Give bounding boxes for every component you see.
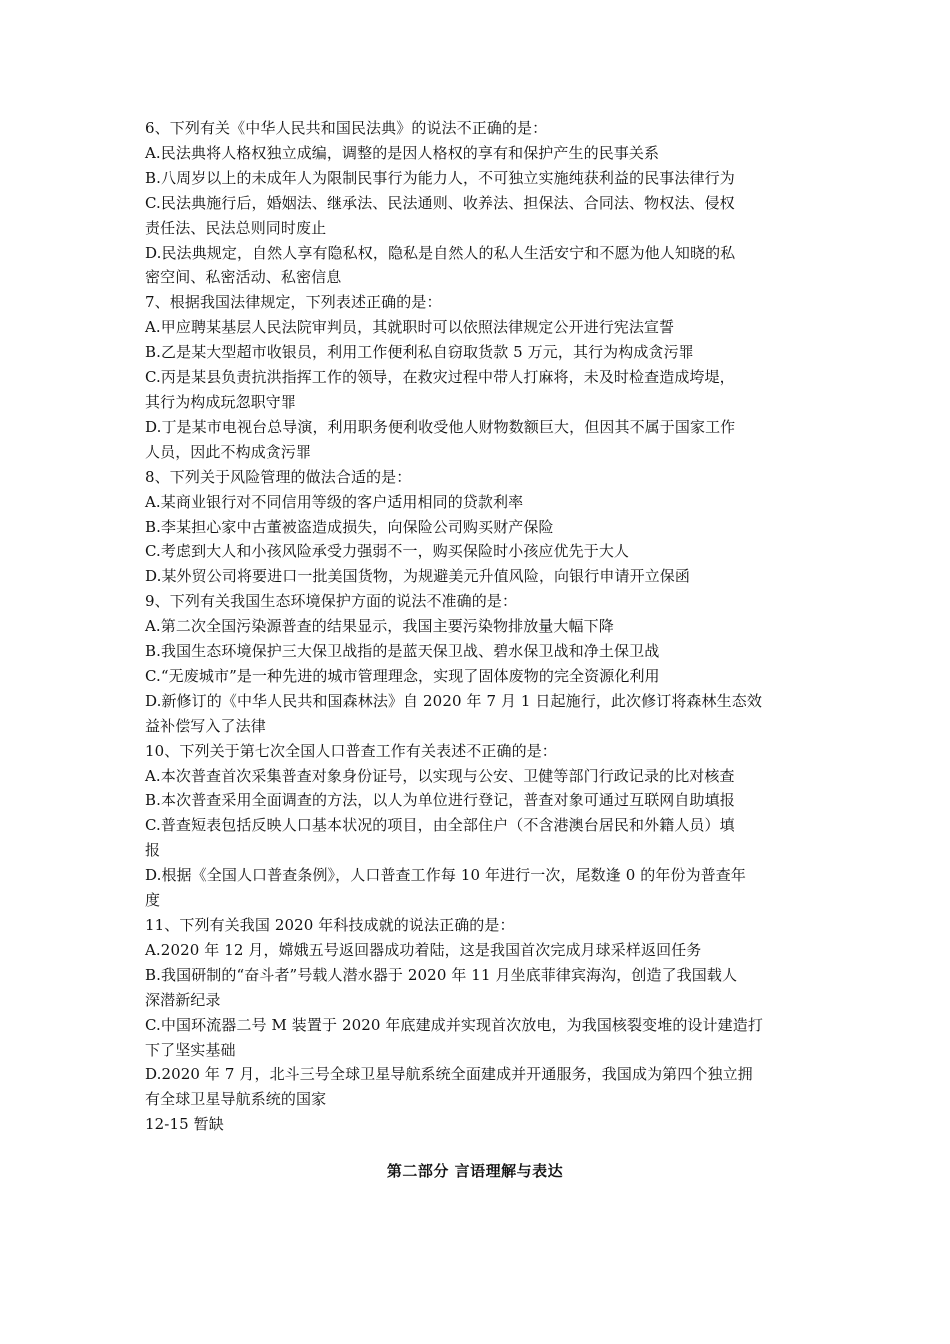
option-a: A.某商业银行对不同信用等级的客户适用相同的贷款利率 xyxy=(145,492,524,511)
question-stem: 9、下列有关我国生态环境保护方面的说法不准确的是： xyxy=(145,592,518,611)
question-stem: 11、下列有关我国 2020 年科技成就的说法正确的是： xyxy=(145,916,515,934)
question-stem: 10、下列关于第七次全国人口普查工作有关表述不正确的是： xyxy=(145,741,557,760)
option-c-cont: 其行为构成玩忽职守罪 xyxy=(145,392,297,411)
question-stem: 6、下列有关《中华人民共和国民法典》的说法不正确的是： xyxy=(145,119,548,137)
option-d: D.新修订的《中华人民共和国森林法》自 2020 年 7 月 1 日起施行，此次修订将森林生态效 xyxy=(145,691,762,710)
option-d-cont: 密空间、私密活动、私密信息 xyxy=(145,268,342,287)
option-b: B.八周岁以上的未成年人为限制民事行为能力人，不可独立实施纯获利益的民事法律行为 xyxy=(145,168,735,187)
option-b: B.李某担心家中古董被盗造成损失，向保险公司购买财产保险 xyxy=(145,517,554,536)
option-a: A.甲应聘某基层人民法院审判员，其就职时可以依照法律规定公开进行宪法宣誓 xyxy=(145,318,675,337)
option-c: C.普查短表包括反映人口基本状况的项目，由全部住户（不含港澳台居民和外籍人员）填 xyxy=(145,816,735,835)
option-d: D.2020 年 7 月，北斗三号全球卫星导航系统全面建成并开通服务，我国成为第四个独立拥 xyxy=(145,1065,753,1084)
option-d: D.某外贸公司将要进口一批美国货物，为规避美元升值风险，向银行申请开立保函 xyxy=(145,567,690,586)
option-a: A.本次普查首次采集普查对象身份证号，以实现与公安、卫健等部门行政记录的比对核查 xyxy=(145,766,735,785)
option-c: C.考虑到大人和小孩风险承受力强弱不一，购买保险时小孩应优先于大人 xyxy=(145,542,630,561)
question-8 xyxy=(145,465,815,590)
option-c-cont: 下了坚实基础 xyxy=(145,1040,236,1059)
option-b: B.我国生态环境保护三大保卫战指的是蓝天保卫战、碧水保卫战和净土保卫战 xyxy=(145,642,660,661)
option-d-cont: 有全球卫星导航系统的国家 xyxy=(145,1090,327,1109)
option-c: C.中国环流器二号 M 装置于 2020 年底建成并实现首次放电，为我国核裂变堆的设计建造打 xyxy=(145,1015,763,1034)
option-c: C.丙是某县负责抗洪指挥工作的领导，在救灾过程中带人打麻将，未及时检查造成垮堤， xyxy=(145,368,735,387)
option-b-cont: 深潜新纪录 xyxy=(145,990,221,1009)
missing-questions-note: 12-15 暂缺 xyxy=(145,1115,224,1134)
option-d-cont: 益补偿写入了法律 xyxy=(145,716,266,735)
question-7 xyxy=(145,290,815,464)
question-stem: 7、根据我国法律规定，下列表述正确的是： xyxy=(145,293,442,312)
option-a: A.2020 年 12 月，嫦娥五号返回器成功着陆，这是我国首次完成月球采样返回任务 xyxy=(145,940,702,959)
option-b: B.乙是某大型超市收银员，利用工作便利私自窃取货款 5 万元，其行为构成贪污罪 xyxy=(145,343,694,362)
option-a: A.第二次全国污染源普查的结果显示，我国主要污染物排放量大幅下降 xyxy=(145,617,614,636)
option-d: D.丁是某市电视台总导演，利用职务便利收受他人财物数额巨大，但因其不属于国家工作 xyxy=(145,417,736,436)
option-d: D.根据《全国人口普查条例》，人口普查工作每 10 年进行一次，尾数逢 0 的年份为普查年 xyxy=(145,866,746,885)
section-heading: 第二部分 言语理解与表达 xyxy=(386,1162,564,1180)
question-stem: 8、下列关于风险管理的做法合适的是： xyxy=(145,467,412,486)
option-b: B.本次普查采用全面调查的方法，以人为单位进行登记，普查对象可通过互联网自助填报 xyxy=(145,791,735,810)
option-b: B.我国研制的“奋斗者”号载人潜水器于 2020 年 11 月坐底菲律宾海沟，创造了我国载人 xyxy=(145,965,738,984)
document-body xyxy=(145,116,815,1137)
option-c: C.民法典施行后，婚姻法、继承法、民法通则、收养法、担保法、合同法、物权法、侵权 xyxy=(145,193,735,212)
option-c-cont: 报 xyxy=(145,841,161,860)
option-a: A.民法典将人格权独立成编，调整的是因人格权的享有和保护产生的民事关系 xyxy=(145,143,660,162)
option-d-cont: 人员，因此不构成贪污罪 xyxy=(145,442,312,461)
option-c-cont: 责任法、民法总则同时废止 xyxy=(145,218,327,237)
option-d-cont: 度 xyxy=(145,891,161,910)
question-6 xyxy=(145,116,815,290)
option-d: D.民法典规定，自然人享有隐私权，隐私是自然人的私人生活安宁和不愿为他人知晓的私 xyxy=(145,243,736,262)
question-10 xyxy=(145,739,815,913)
question-11 xyxy=(145,913,815,1112)
question-9 xyxy=(145,589,815,738)
option-c: C.“无废城市”是一种先进的城市管理理念，实现了固体废物的完全资源化利用 xyxy=(145,666,660,685)
